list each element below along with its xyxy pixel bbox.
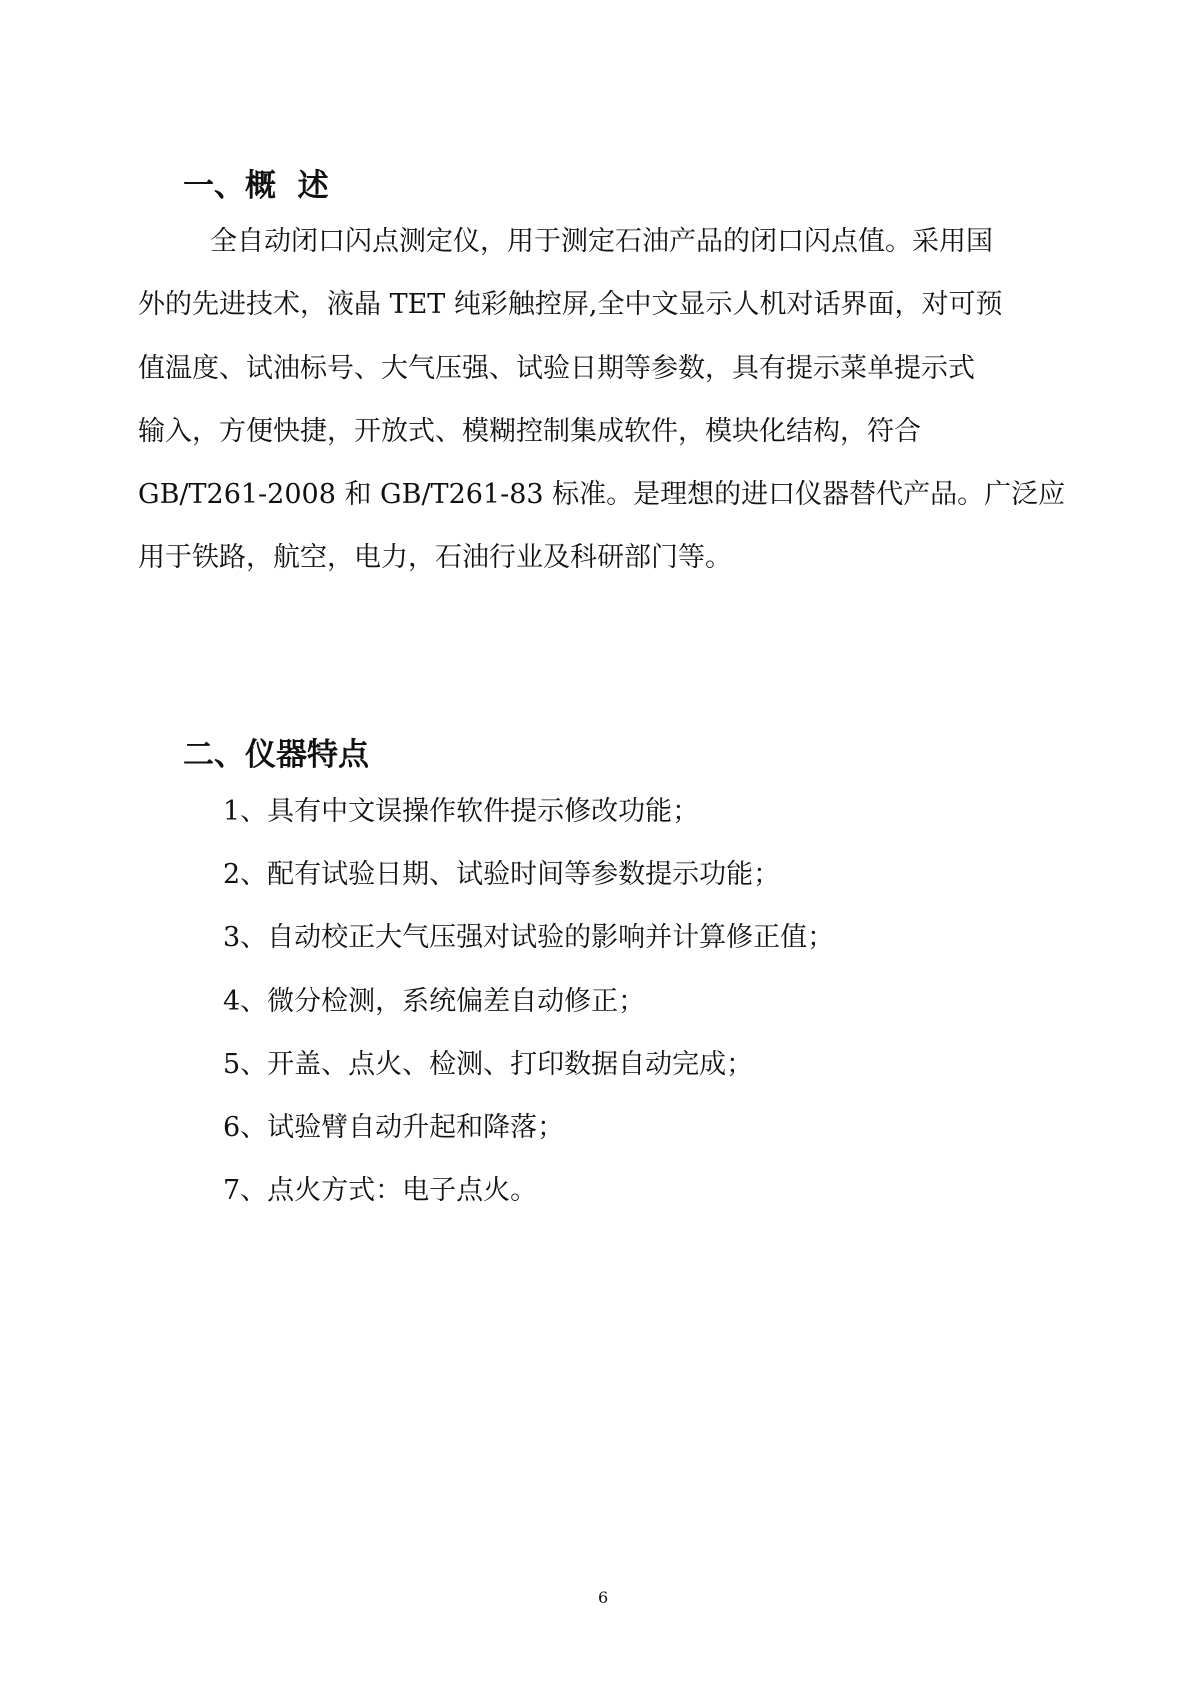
feature-item: 2、配有试验日期、试验时间等参数提示功能； bbox=[223, 859, 781, 890]
feature-item: 4、微分检测，系统偏差自动修正； bbox=[223, 986, 646, 1017]
feature-item: 6、试验臂自动升起和降落； bbox=[223, 1112, 565, 1143]
paragraph-line: 外的先进技术，液晶 TET 纯彩触控屏,全中文显示人机对话界面，对可预 bbox=[138, 289, 1003, 320]
paragraph-line: 输入，方便快捷，开放式、模糊控制集成软件，模块化结构，符合 bbox=[138, 416, 921, 447]
section-heading-features: 二、仪器特点 bbox=[183, 737, 369, 773]
paragraph-line: 全自动闭口闪点测定仪，用于测定石油产品的闭口闪点值。采用国 bbox=[210, 226, 993, 257]
section-heading-overview: 一、概 述 bbox=[183, 168, 329, 204]
page-number: 6 bbox=[598, 1588, 609, 1607]
feature-item: 7、点火方式：电子点火。 bbox=[223, 1175, 538, 1206]
feature-item: 1、具有中文误操作软件提示修改功能； bbox=[223, 796, 700, 827]
paragraph-line: 用于铁路，航空，电力，石油行业及科研部门等。 bbox=[138, 542, 732, 573]
feature-item: 5、开盖、点火、检测、打印数据自动完成； bbox=[223, 1049, 754, 1080]
paragraph-line: GB/T261-2008 和 GB/T261-83 标准。是理想的进口仪器替代产品。广泛应 bbox=[138, 479, 1066, 510]
paragraph-line: 值温度、试油标号、大气压强、试验日期等参数，具有提示菜单提示式 bbox=[138, 353, 975, 384]
feature-item: 3、自动校正大气压强对试验的影响并计算修正值； bbox=[223, 922, 835, 953]
